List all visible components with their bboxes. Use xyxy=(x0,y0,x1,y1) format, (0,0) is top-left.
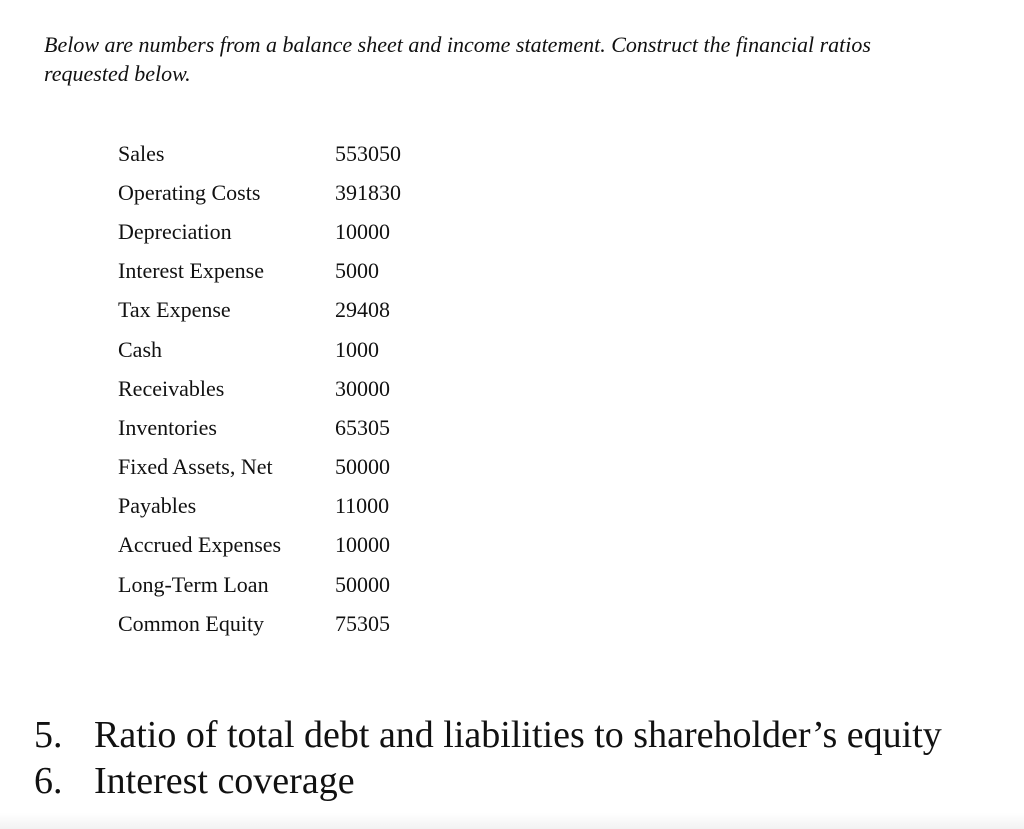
item-label: Sales xyxy=(118,140,165,166)
item-value: 30000 xyxy=(335,375,390,401)
question-text: Ratio of total debt and liabilities to shareholder’s equity xyxy=(94,714,942,756)
table-row xyxy=(118,252,455,291)
instructions-line-1: Below are numbers from a balance sheet and income statement. Construct the financial ratios xyxy=(44,32,871,57)
item-label: Long-Term Loan xyxy=(118,571,269,597)
item-value: 10000 xyxy=(335,532,390,558)
item-label: Common Equity xyxy=(118,610,265,636)
item-label: Cash xyxy=(118,336,162,362)
table-row xyxy=(118,212,455,251)
table-row xyxy=(118,173,455,212)
financial-data-table xyxy=(118,134,455,643)
instructions-text xyxy=(44,30,984,88)
table-row xyxy=(118,291,455,330)
item-label: Fixed Assets, Net xyxy=(118,454,273,480)
item-value: 10000 xyxy=(335,218,390,244)
item-value: 65305 xyxy=(335,414,390,440)
table-row xyxy=(118,526,455,565)
table-row xyxy=(118,330,455,369)
item-value: 29408 xyxy=(335,297,390,323)
table-row xyxy=(118,487,455,526)
item-value: 1000 xyxy=(335,336,379,362)
page-bottom-edge xyxy=(0,813,1024,829)
table-row xyxy=(118,134,455,173)
item-label: Accrued Expenses xyxy=(118,532,282,558)
table-row xyxy=(118,448,455,487)
list-item xyxy=(34,758,942,804)
question-text: Interest coverage xyxy=(94,760,355,802)
item-label: Operating Costs xyxy=(118,179,261,205)
item-value: 75305 xyxy=(335,610,390,636)
item-label: Inventories xyxy=(118,414,217,440)
list-item xyxy=(34,712,942,758)
question-list xyxy=(34,712,942,804)
table-row xyxy=(118,565,455,604)
table-row xyxy=(118,408,455,447)
item-value: 50000 xyxy=(335,454,390,480)
item-label: Tax Expense xyxy=(118,297,231,323)
question-number: 5. xyxy=(34,714,63,756)
item-value: 553050 xyxy=(335,140,401,166)
item-label: Depreciation xyxy=(118,218,232,244)
instructions-line-2: requested below. xyxy=(44,61,191,86)
question-number: 6. xyxy=(34,760,63,802)
table-row xyxy=(118,604,455,643)
item-value: 11000 xyxy=(335,493,390,519)
item-value: 50000 xyxy=(335,571,390,597)
item-label: Receivables xyxy=(118,375,225,401)
item-label: Interest Expense xyxy=(118,258,264,284)
item-value: 5000 xyxy=(335,258,379,284)
item-value: 391830 xyxy=(335,179,401,205)
item-label: Payables xyxy=(118,493,197,519)
table-row xyxy=(118,369,455,408)
